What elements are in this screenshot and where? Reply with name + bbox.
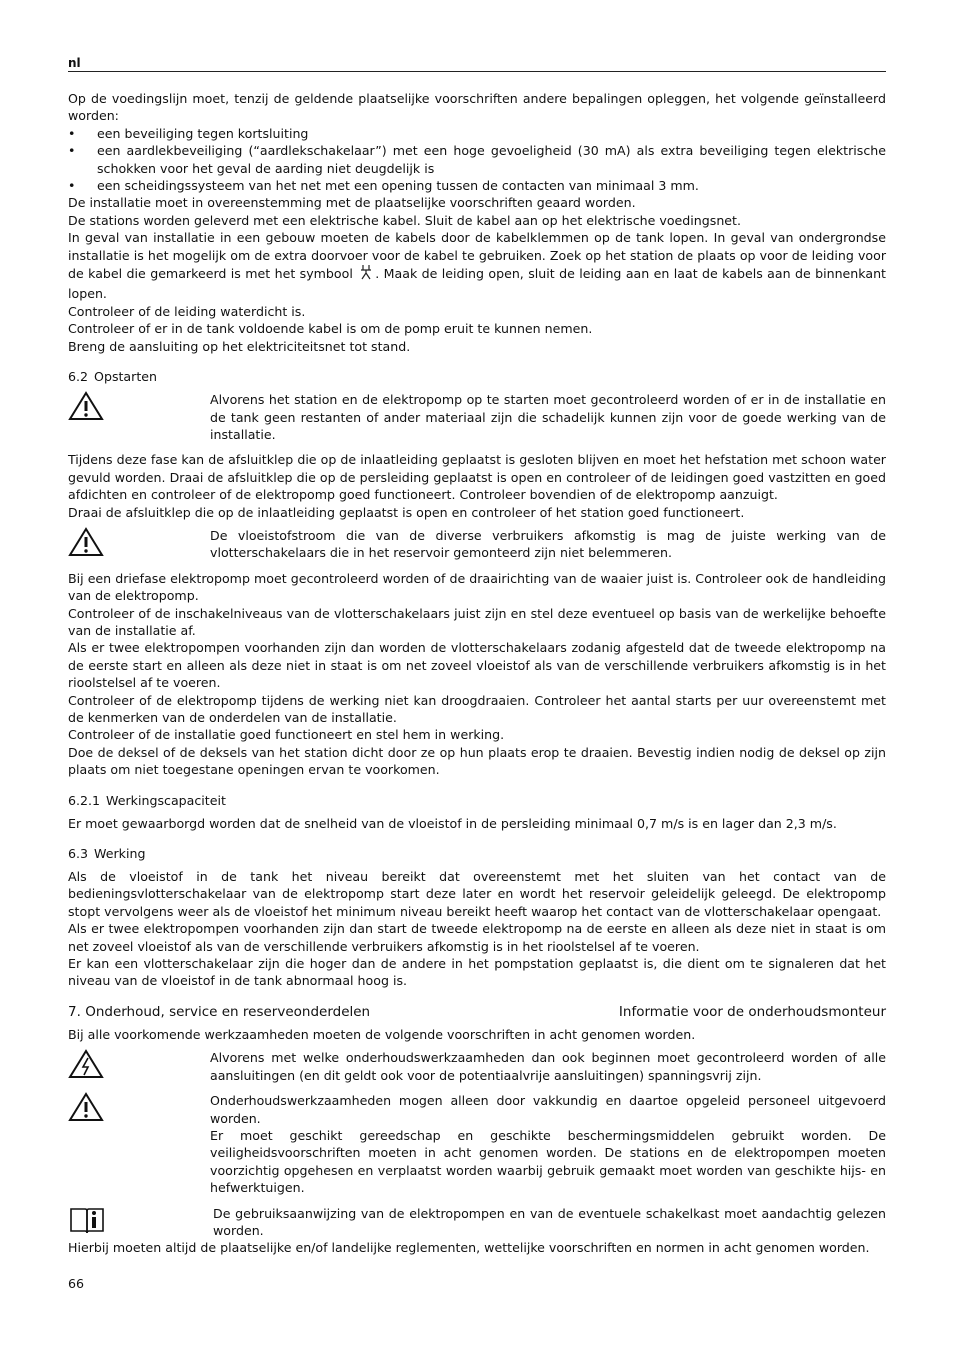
- paragraph: Hierbij moeten altijd de plaatselijke en/of landelijke reglementen, wettelijke voorschriften en normen in acht genomen worden.: [68, 1240, 870, 1256]
- paragraph: Controleer of de leiding waterdicht is.: [68, 303, 306, 319]
- bullet-marker: •: [68, 178, 76, 194]
- paragraph: Doe de deksel of de deksels van het station dicht door ze op hun plaats erop te draaien. Bevestig indien nodig de deksel op zijn plaats om niet toegestane openingen ervan te voorkomen.: [68, 744, 886, 778]
- paragraph: Controleer of de elektropomp tijdens de werking niet kan droogdraaien. Controleer het aantal starts per uur overeenstemt met de kenmerken van de onderdelen van de installatie.: [68, 692, 886, 725]
- intro-paragraph: Op de voedingslijn moet, tenzij de geldende plaatselijke voorschriften andere bepalingen opleggen, het volgende geïnstalleerd worden:: [68, 91, 886, 124]
- requirements-list: [68, 125, 886, 195]
- paragraph: Controleer of de installatie goed functioneert en stel hem in werking.: [68, 727, 505, 743]
- paragraph: Controleer of de inschakelniveaus van de vlotterschakelaars juist zijn en stel deze eventueel op basis van de werkelijke behoefte van de installatie af.: [68, 605, 886, 638]
- paragraph: Er kan een vlotterschakelaar zijn die hoger dan de andere in het pompstation geplaatst is, die dient om te signaleren dat het niveau van de vloeistof in de tank abnormaal hoog is.: [68, 956, 886, 989]
- paragraph: Bij een driefase elektropomp moet gecontroleerd worden of de draairichting van de waaier juist is. Controleer ook de handleiding van de elektropomp.: [68, 570, 886, 604]
- warning-triangle-icon: [68, 391, 210, 443]
- bullet-marker: •: [68, 143, 76, 159]
- warning-block: [68, 527, 886, 562]
- warning-triangle-icon: [68, 1092, 210, 1196]
- electric-hazard-icon: [68, 1049, 210, 1084]
- paragraph: Breng de aansluiting op het elektriciteitsnet tot stand.: [68, 338, 411, 354]
- paragraph: Als er twee elektropompen voorhanden zijn dan worden de vlotterschakelaars zodanig afgesteld dat de tweede elektropomp na de eerste start en alleen als deze niet in staat is om net zoveel vloeistof als van de verschillende verbruikers afkomstig is in het rioolstelsel af te voeren.: [68, 640, 886, 691]
- warning-triangle-icon: [68, 527, 210, 562]
- manual-text: De gebruiksaanwijzing van de elektropompen en van de eventuele schakelkast moet aandachtig gelezen worden.: [213, 1205, 886, 1238]
- warning-text: Er moet geschikt gereedschap en geschikte beschermingsmiddelen gebruikt worden. De veiligheidsvoorschriften moeten in acht genomen worden. De stations en de elektropompen moeten voorzichtig opgehesen en verplaatst worden waarbij gebruik gemaakt moet worden van geschikte hijs- en hefwerktuigen.: [210, 1127, 886, 1196]
- section-heading-7: 7. Onderhoud, service en reserveonderdelen Informatie voor de onderhoudsmonteur: [68, 1003, 886, 1020]
- page-number: 66: [68, 1276, 85, 1291]
- paragraph: De installatie moet in overeenstemming met de plaatselijke voorschriften geaard worden.: [68, 195, 636, 211]
- paragraph: Bij alle voorkomende werkzaamheden moeten de volgende voorschriften in acht genomen worden.: [68, 1026, 696, 1042]
- cable-passage-icon: [359, 264, 373, 285]
- section-audience: Informatie voor de onderhoudsmonteur: [618, 1003, 886, 1020]
- electric-warning-block: [68, 1049, 886, 1084]
- bullet-marker: •: [68, 125, 76, 141]
- warning-text: Alvorens het station en de elektropomp op te starten moet gecontroleerd worden of er in de installatie en de tank geen restanten of ander materiaal zijn die schadelijk kunnen zijn voor de goede werking van de installatie.: [210, 392, 886, 442]
- read-manual-icon: [68, 1205, 210, 1240]
- section-heading-6-3: 6.3 Werking: [68, 846, 146, 862]
- paragraph: Tijdens deze fase kan de afsluitklep die op de inlaatleiding geplaatst is gesloten blijven en moet het hefstation met schoon water gevuld worden. Draai de afsluitklep die op de persleiding geplaatst is open en controleer of de leidingen goed vastzitten en goed afdichten en controleer of de elektropomp goed functioneert. Controleer bovendien of de elektropomp aanzuigt.: [68, 452, 886, 503]
- paragraph: De stations worden geleverd met een elektrische kabel. Sluit de kabel aan op het elektrische voedingsnet.: [68, 212, 741, 228]
- paragraph: Controleer of er in de tank voldoende kabel is om de pomp eruit te kunnen nemen.: [68, 321, 593, 337]
- paragraph: Als er twee elektropompen voorhanden zijn dan start de tweede elektropomp na de eerste en alleen als deze niet in staat is om net zoveel vloeistof als van de verschillende verbruikers afkomstig is in het rioolstelsel af te voeren.: [68, 921, 886, 954]
- warning-text: Onderhoudswerkzaamheden mogen alleen door vakkundig en daartoe opgeleid personeel uitgevoerd worden.: [210, 1093, 886, 1126]
- manual-note-block: [68, 1205, 886, 1240]
- warning-text: De vloeistofstroom die van de diverse verbruikers afkomstig is mag de juiste werking van de vlotterschakelaars die in het reservoir gemonteerd zijn niet belemmeren.: [210, 527, 886, 561]
- warning-block: [68, 391, 886, 443]
- warning-block: [68, 1092, 886, 1196]
- header-rule: [68, 71, 886, 72]
- list-item: • een beveiliging tegen kortsluiting: [68, 125, 309, 141]
- paragraph: Er moet gewaarborgd worden dat de snelheid van de vloeistof in de persleiding minimaal 0,7 m/s is en lager dan 2,3 m/s.: [68, 815, 837, 831]
- section-heading-6-2-1: 6.2.1 Werkingscapaciteit: [68, 792, 226, 808]
- paragraph: Als de vloeistof in de tank het niveau bereikt dat overeenstemt met het sluiten van het contact van de bedieningsvlotterschakelaar van de elektropomp start deze later en wordt het reservoir geleidelijk geleegd. De elektropomp stopt vervolgens weer als de vloeistof het minimum niveau bereikt heeft waarop het contact van de vlotterschakelaar opengaat.: [68, 869, 886, 919]
- section-heading-6-2: 6.2 Opstarten: [68, 369, 157, 385]
- document-page: [68, 56, 886, 1257]
- paragraph: Draai de afsluitklep die op de inlaatleiding geplaatst is open en controleer of het station goed functioneert.: [68, 504, 745, 520]
- paragraph: In geval van installatie in een gebouw moeten de kabels door de kabelklemmen op de tank lopen. In geval van ondergrondse installatie is het mogelijk om de extra doorvoer voor de kabel te gebruiken. Zoek op het station de plaats op voor de leiding voor de kabel die gemarkeerd is met het symbool . Maak de leiding open, sluit de leiding aan en laat de kabels aan de binnenkant lopen.: [68, 230, 886, 302]
- warning-text: Alvorens met welke onderhoudswerkzaamheden dan ook beginnen moet gecontroleerd worden of alle aansluitingen (en dit geldt ook voor de potentiaalvrije aansluitingen) spanningsvrij zijn.: [210, 1050, 886, 1083]
- language-code: nl: [68, 56, 81, 70]
- list-item: • een scheidingssysteem van het net met een opening tussen de contacten van minimaal 3 mm.: [68, 178, 699, 194]
- list-item: • een aardlekbeveiliging (“aardlekschakelaar”) met een hoge gevoeligheid (30 mA) als extra beveiliging tegen elektrische schokken voor het geval de aarding niet deugdelijk is: [68, 143, 886, 176]
